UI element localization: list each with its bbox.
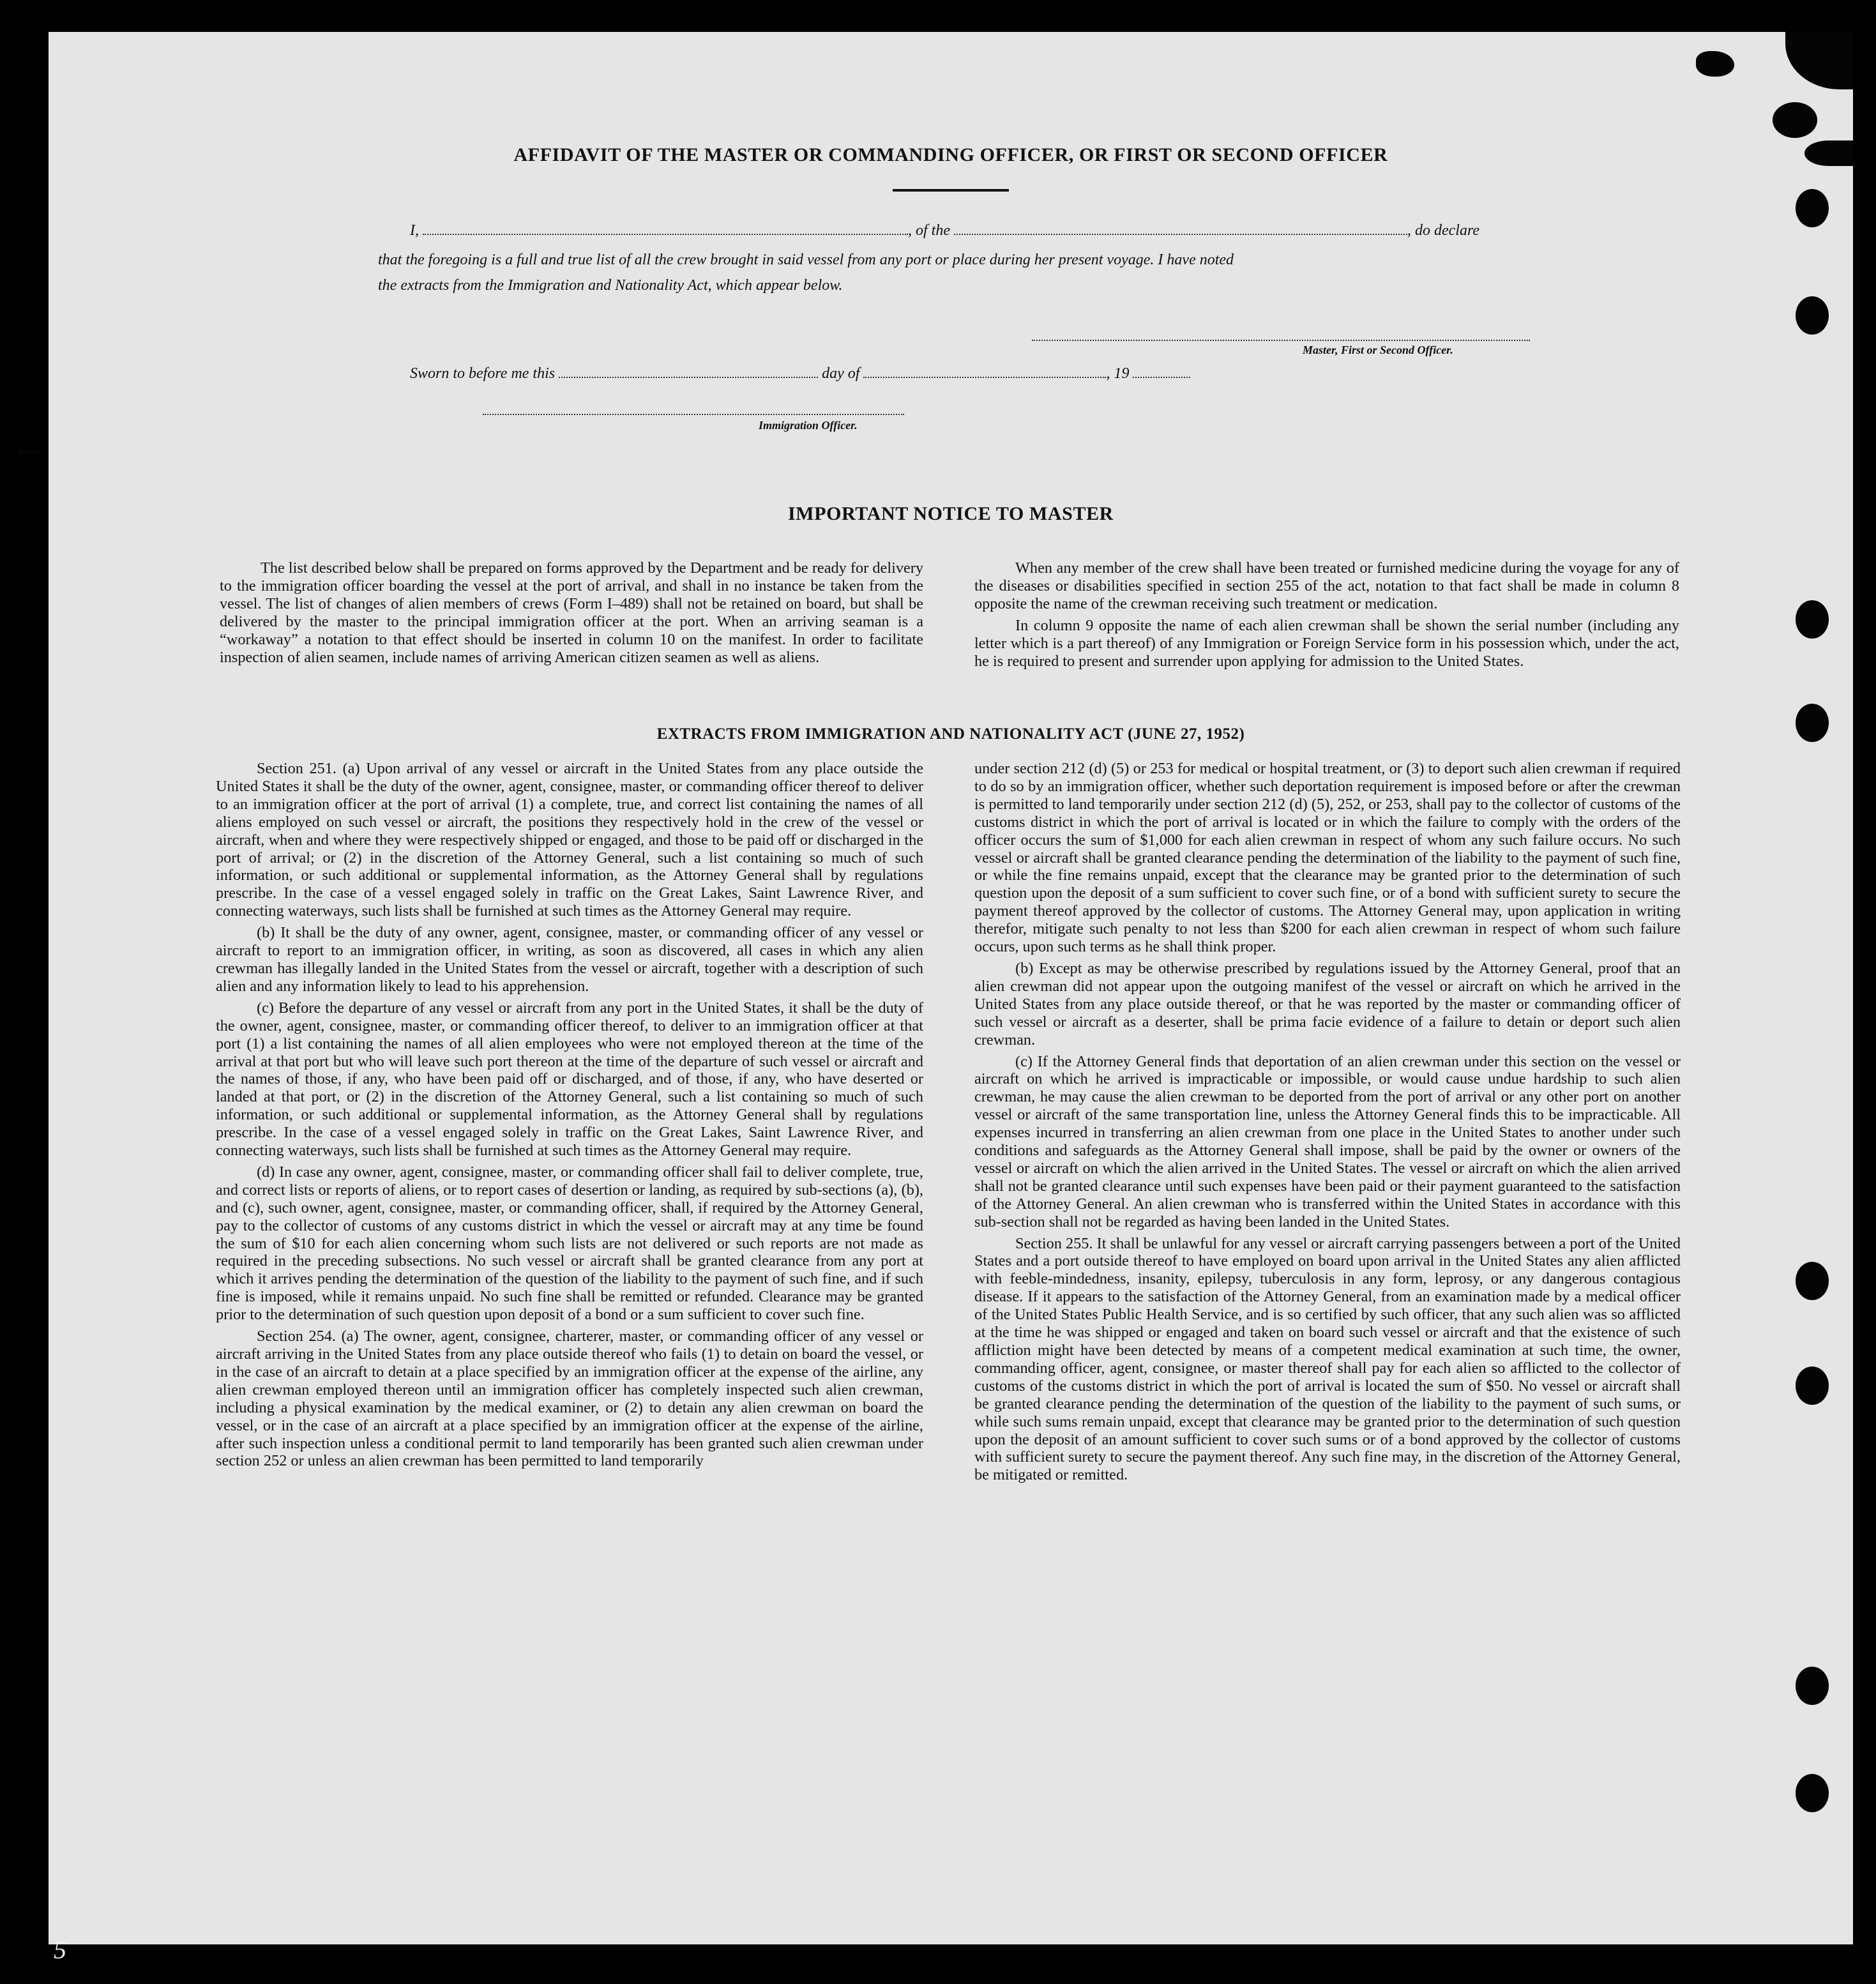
margin-handwritten-mark: 5	[54, 1935, 66, 1964]
section-251-d: (d) In case any owner, agent, consignee, master, or commanding officer shall fail to deliver complete, true, and correct lists or reports of aliens, or to report cases of desertion or landing, as required by sub-sections (a), (b), and (c), such owner, agent, consignee, master, or commanding officer, shall, if required by the Attorney General, pay to the collector of customs of any customs district in which the vessel or aircraft may at any time be found the sum of $10 for each alien concerning whom such lists are not delivered or such reports are not made as required in the preceding subsections. No such vessel or aircraft shall be granted clearance from any port at which it arrives pending the determination of the question of the liability to the payment of such fine, and if such fine is imposed, while it remains unpaid. No such fine shall be remitted or refunded. Clearance may be granted prior to the determination of such question upon deposit of a bond or a sum sufficient to cover such fine.	[216, 1163, 923, 1324]
vessel-blank[interactable]	[954, 231, 1407, 235]
sworn-prefix: Sworn to before me this	[410, 365, 556, 382]
name-blank[interactable]	[423, 231, 908, 235]
torn-edge	[1785, 32, 1853, 89]
extracts-left-column	[216, 760, 923, 1474]
section-254-a: Section 254. (a) The owner, agent, consignee, charterer, master, or commanding officer of any vessel or aircraft arriving in the United States from any place outside thereof who fails (1) to detain on board the vessel, or in the case of an aircraft to detain at a place specified by an immigration officer at the expense of the airline, any alien crewman employed thereon until an immigration officer has completely inspected such alien crewman, including a physical examination by the medical examiner, or (2) to detain any alien crewman on board the vessel, or in the case of an aircraft at a place specified by an immigration officer at the expense of the airline, after such inspection unless a conditional permit to land temporarily has been granted such alien crewman under section 252 or unless an alien crewman has been permitted to land temporarily	[216, 1328, 923, 1470]
punch-hole	[1796, 1262, 1829, 1300]
extracts-right-column	[974, 760, 1681, 1488]
notice-right-paragraph-2: In column 9 opposite the name of each alien crewman shall be shown the serial number (including any letter which is a part thereof) of any Immigration or Foreign Service form in his possession which, under the act, he is required to present and surrender upon applying for admission to the United States.	[974, 616, 1679, 670]
declaration-fill-line	[410, 222, 1479, 239]
declaration-line-1: that the foregoing is a full and true list of all the crew brought in said vessel from any port or place during her present voyage. I have noted	[378, 252, 1234, 268]
declare-of: , of the	[908, 222, 950, 239]
punch-hole	[1796, 1774, 1829, 1812]
sworn-day-blank[interactable]	[559, 374, 818, 378]
section-255: Section 255. It shall be unlawful for any vessel or aircraft carrying passengers between a port of the United States and a port outside thereof to have employed on board upon arrival in the United States any alien afflicted with feeble-mindedness, insanity, epilepsy, tuberculosis in any form, leprosy, or any dangerous contagious disease. If it appears to the satisfaction of the Attorney General, from an examination made by a medical officer of the United States Public Health Service, and is so certified by such officer, that any such alien was so afflicted at the time he was shipped or engaged and taken on board such vessel or aircraft and that the existence of such affliction might have been detected by means of a competent medical examination at such time, the owner, commanding officer, agent, consignee, or master thereof shall pay for each alien so afflicted to the collector of customs of the customs district in which the port of arrival is located the sum of $50. No vessel or aircraft shall be granted clearance pending the determination of the question of the liability to the payment of such sums, or while such sums remain unpaid, except that clearance may be granted prior to the determination of such question upon the deposit of an amount sufficient to cover such sums or of a bond approved by the collector of customs with sufficient surety to secure the payment thereof. Any such fine may, in the discretion of the Attorney General, be mitigated or remitted.	[974, 1234, 1681, 1484]
sworn-year-blank[interactable]	[1133, 374, 1190, 378]
declaration-line-2: the extracts from the Immigration and Nationality Act, which appear below.	[378, 277, 843, 294]
sworn-line	[410, 365, 1190, 382]
notice-left-paragraph: The list described below shall be prepared on forms approved by the Department and be ready for delivery to the immigration officer boarding the vessel at the port of arrival, and shall in no instance be taken from the vessel. The list of changes of alien members of crews (Form I–489) shall not be retained on board, but shall be delivered by the master to the principal immigration officer at the port. When an arriving seaman is a “workaway” a notation to that effect should be inserted in column 10 on the manifest. In order to facilitate inspection of alien seamen, include names of arriving American citizen seamen as well as aliens.	[220, 559, 923, 666]
torn-edge	[1804, 140, 1853, 166]
declare-i: I,	[410, 222, 419, 239]
notice-right-column	[974, 559, 1679, 674]
punch-hole	[1796, 704, 1829, 742]
section-254-c: (c) If the Attorney General finds that deportation of an alien crewman under this section on the vessel or aircraft on which he arrived is impracticable or impossible, or would cause undue hardship to such alien crewman, he may cause the alien crewman to be deported from the port of arrival or any other port on another vessel or aircraft of the same transportation line, unless the Attorney General finds this to be impracticable. All expenses incurred in transferring an alien crewman from one place in the United States to another under such conditions and safeguards as the Attorney General shall impose, shall be paid by the owner or owners of the vessel or aircraft on which the alien arrived in the United States. The vessel or aircraft on which the alien arrived shall not be granted clearance until such expenses have been paid or their payment guaranteed to the satisfaction of the Attorney General. An alien crewman who is transferred within the United States in accordance with this sub-section shall not be regarded as having been landed in the United States.	[974, 1052, 1681, 1231]
notice-left-column	[220, 559, 923, 670]
punch-hole	[1796, 1367, 1829, 1405]
affidavit-title: AFFIDAVIT OF THE MASTER OR COMMANDING OFFICER, OR FIRST OR SECOND OFFICER	[513, 144, 1388, 165]
title-divider	[893, 189, 1009, 192]
section-254-a-continued: under section 212 (d) (5) or 253 for medical or hospital treatment, or (3) to deport such alien crewman if required to do so by an immigration officer, whether such deportation requirement is imposed before or after the crewman is permitted to land temporarily under section 212 (d) (5), 252, or 253, shall pay to the collector of customs of the customs district in which the port of arrival is located or in which the failure to comply with the orders of the officer occurs the sum of $1,000 for each alien crewman in respect of whom any such failure occurs. No such vessel or aircraft shall be granted clearance pending the determination of the liability to the payment of such fine, or while the fine remains unpaid, except that the clearance may be granted prior to the determination of such question upon the deposit of a sum sufficient to cover such fine, or of a bond with sufficient surety to secure the payment thereof approved by the collector of customs. The Attorney General may, upon application in writing therefor, mitigate such penalty to not less than $200 for each alien crewman in respect of whom such failure occurs, upon such terms as he shall think proper.	[974, 760, 1681, 956]
declare-end: , do declare	[1407, 222, 1480, 239]
immigration-officer-blank[interactable]	[483, 411, 904, 415]
notice-title: IMPORTANT NOTICE TO MASTER	[788, 503, 1114, 524]
master-signature-label: Master, First or Second Officer.	[1303, 344, 1453, 356]
margin-mark	[18, 450, 41, 455]
punch-hole	[1796, 296, 1829, 335]
sworn-year: , 19	[1106, 365, 1130, 382]
document-page	[49, 32, 1853, 1944]
immigration-officer-label: Immigration Officer.	[759, 419, 858, 432]
sworn-month-blank[interactable]	[863, 374, 1106, 378]
torn-edge	[1696, 51, 1734, 77]
extracts-title: EXTRACTS FROM IMMIGRATION AND NATIONALITY ACT (JUNE 27, 1952)	[656, 725, 1245, 743]
section-251-b: (b) It shall be the duty of any owner, agent, consignee, master, or commanding officer of any vessel or aircraft to report to an immigration officer, in writing, as soon as discovered, all cases in which any alien crewman has illegally landed in the United States from the vessel or aircraft, together with a description of such alien and any information likely to lead to his apprehension.	[216, 924, 923, 995]
section-254-b: (b) Except as may be otherwise prescribed by regulations issued by the Attorney General, proof that an alien crewman did not appear upon the outgoing manifest of the vessel or aircraft on which he arrived in the United States from any place outside thereof, or that he was reported by the master or commanding officer of such vessel or aircraft as a deserter, shall be prima facie evidence of a failure to detain or deport such alien crewman.	[974, 959, 1681, 1049]
punch-hole	[1796, 1667, 1829, 1705]
master-signature-blank[interactable]	[1032, 337, 1530, 341]
punch-hole	[1796, 189, 1829, 227]
punch-hole	[1796, 600, 1829, 639]
section-251-c: (c) Before the departure of any vessel or aircraft from any port in the United States, it shall be the duty of the owner, agent, consignee, master, or commanding officer thereof, to deliver to an immigration officer at that port (1) a list containing the names of all alien employees who were not employed thereon at the time of the arrival at that port but who will leave such port thereon at the time of the departure of such vessel or aircraft and the names of those, if any, who have been paid off or discharged, and of those, if any, who have deserted or landed at that port, or (2) in the discretion of the Attorney General, such a list containing so much of such information, or such additional or supplemental information, as the Attorney General shall by regulations prescribe. In the case of a vessel engaged solely in traffic on the Great Lakes, Saint Lawrence River, and connecting waterways, such lists shall be furnished at such times as the Attorney General may require.	[216, 999, 923, 1160]
sworn-day-of: day of	[822, 365, 860, 382]
torn-edge	[1773, 102, 1817, 138]
notice-right-paragraph-1: When any member of the crew shall have been treated or furnished medicine during the voyage for any of the diseases or disabilities specified in section 255 of the act, notation to that fact shall be made in column 8 opposite the name of the crewman receiving such treatment or medication.	[974, 559, 1679, 612]
section-251-a: Section 251. (a) Upon arrival of any vessel or aircraft in the United States from any place outside the United States it shall be the duty of the owner, agent, consignee, master, or commanding officer thereof to deliver to an immigration officer at the port of arrival (1) a complete, true, and correct list containing the names of all aliens employed on such vessel or aircraft, the positions they respectively hold in the crew of the vessel or aircraft, when and where they were respectively shipped or engaged, and those to be paid off or discharged in the port of arrival; or (2) in the discretion of the Attorney General, such a list containing so much of such information, or such additional or supplemental information, as the Attorney General shall by regulations prescribe. In the case of a vessel engaged solely in traffic on the Great Lakes, Saint Lawrence River, and connecting waterways, such lists shall be furnished at such times as the Attorney General may require.	[216, 760, 923, 920]
